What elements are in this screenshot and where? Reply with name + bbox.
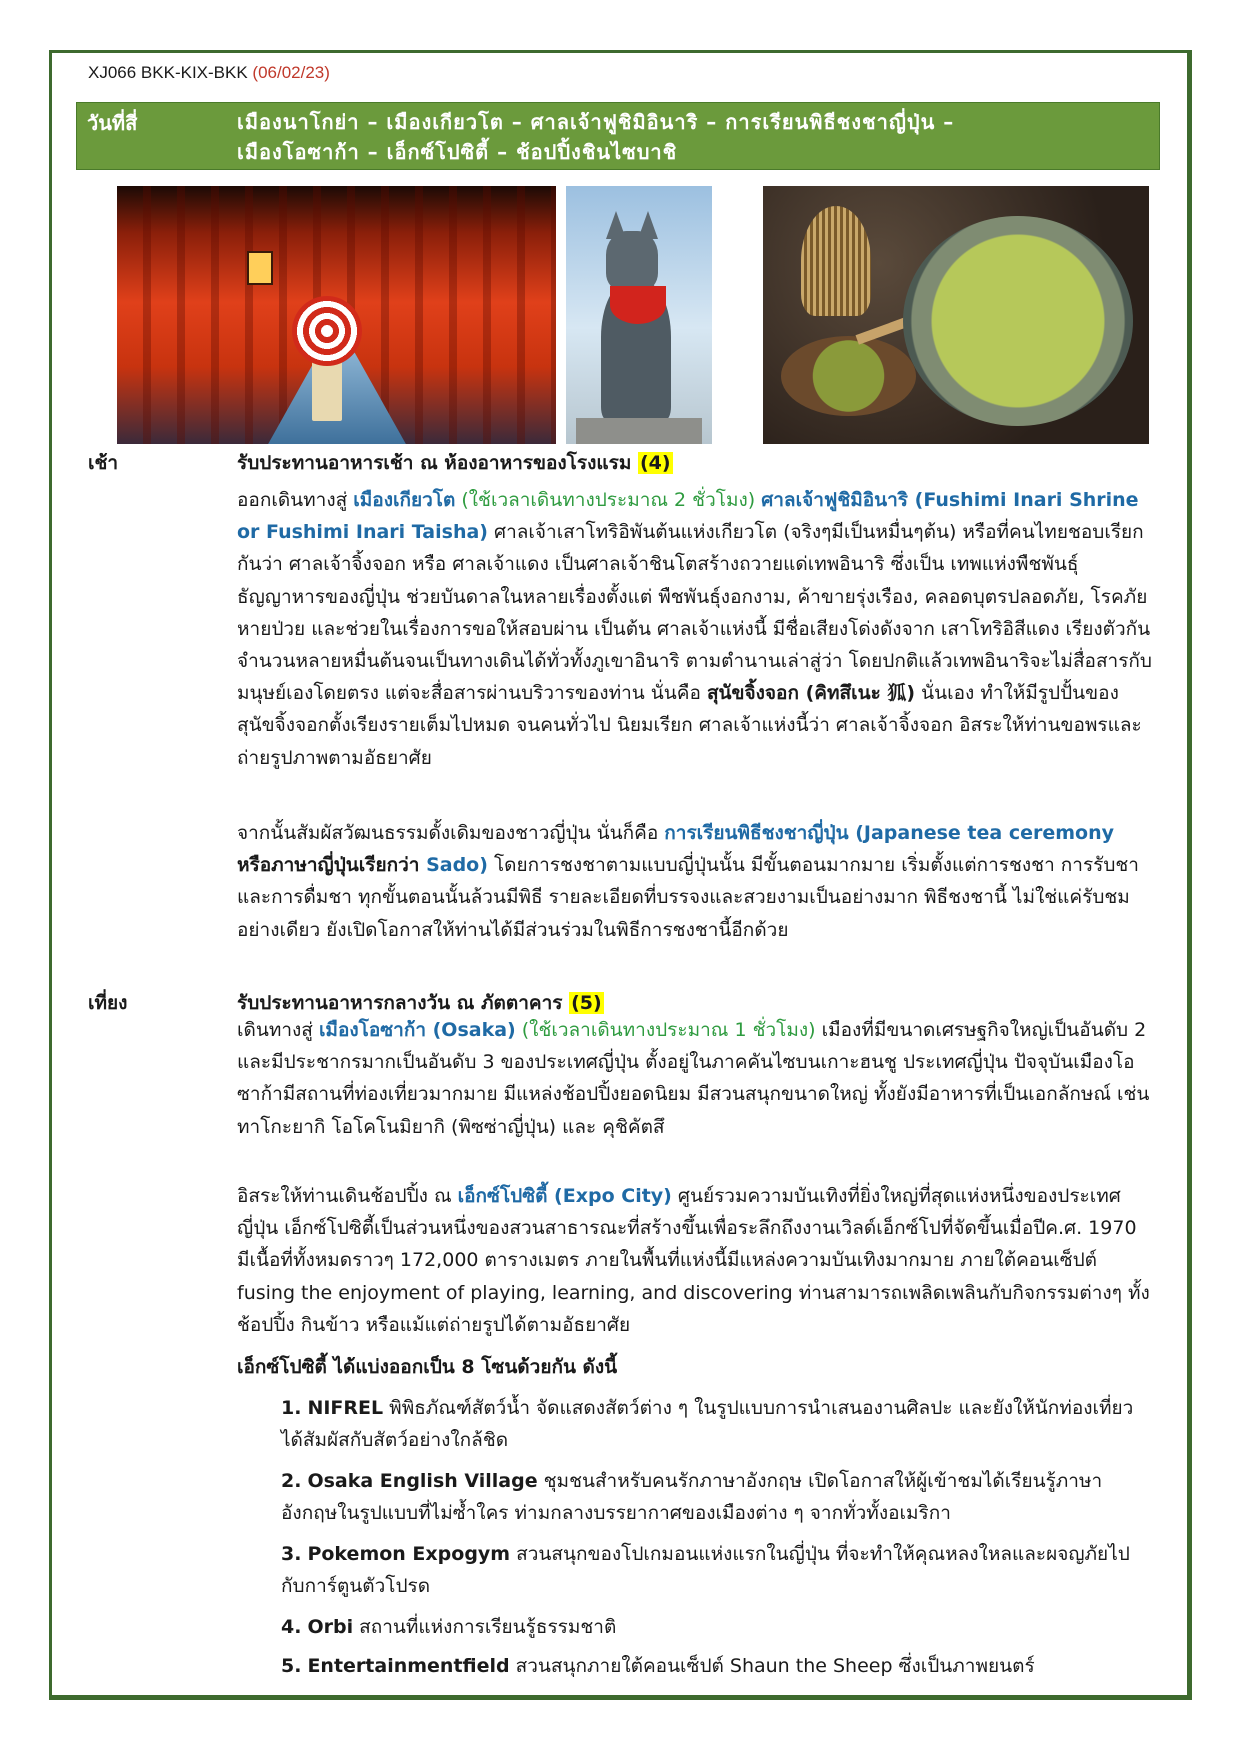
statue-base <box>576 418 702 444</box>
fushimi-inari-place-name: ศาลเจ้าฟูชิมิอินาริ (Fushimi Inari Shrine or Fushimi Inari Taisha) <box>237 489 1139 544</box>
noon-label: เที่ยง <box>88 992 128 1014</box>
text-run: จากนั้นสัมผัสวัฒนธรรมดั้งเดิมของชาวญี่ปุ่น นั่นก็คือ <box>237 822 665 844</box>
sado-intro: หรือภาษาญี่ปุ่นเรียกว่า <box>237 854 427 877</box>
lantern <box>247 251 273 285</box>
zone-name: Entertainmentfield <box>307 1655 510 1677</box>
osaka-place-name: เมืองโอซาก้า (Osaka) <box>318 1019 516 1041</box>
zone-number: 1. <box>281 1397 302 1419</box>
breakfast-meal-number: (4) <box>639 452 671 474</box>
matcha-tea-bowl-photo <box>763 186 1149 444</box>
kitsune-fox-statue-photo <box>566 186 712 444</box>
text-run: ออกเดินทางสู่ <box>237 489 354 511</box>
tour-code <box>88 63 330 83</box>
travel-duration: (ใช้เวลาเดินทางประมาณ 2 ชั่วโมง) <box>455 489 762 511</box>
text-run: นั่นเอง ทำให้มีรูปปั้นของสุนัขจิ้งจอกตั้งเรียงรายเต็มไปหมด จนคนทั่วไป นิยมเรียก ศาลเจ้าแห่งนี้ว่า ศาลเจ้าจิ้งจอก อิสระให้ท่านขอพรและถ่ายรูปภาพตามอัธยาศัย <box>237 682 1142 769</box>
breakfast-text: รับประทานอาหารเช้า ณ ห้องอาหารของโรงแรม <box>237 452 632 474</box>
zone-description: สถานที่แห่งการเรียนรู้ธรรมชาติ <box>353 1616 617 1638</box>
text-run: ศาลเจ้าเสาโทริอิพันต้นแห่งเกียวโต (จริงๆมีเป็นหมื่นๆต้น) หรือที่คนไทยชอบเรียกกันว่า ศาลเจ้าจิ้งจอก หรือ ศาลเจ้าแดง เป็นศาลเจ้าชินโตสร้างถวายแด่เทพอินาริ ซึ่งเป็น เทพแห่งพืชพันธุ์ธัญญาหารของญี่ปุ่น ช่วยบันดาลในหลายเรื่องตั้งแต่ พืชพันธุ์งอกงาม, ค้าขายรุ่งเรือง, คลอดบุตรปลอดภัย, โรคภัยหายป่วย และช่วยในเรื่องการขอให้สอบผ่าน เป็นต้น ศาลเจ้าแห่งนี้ มีชื่อเสียงโด่งดังจาก เสาโทริอิสีแดง เรียงตัวกันจำนวนหลายหมื่นต้นจนเป็นทางเดินได้ทั่วทั้งภูเขาอินาริ ตามตำนานเล่าสู่ว่า โดยปกติแล้วเทพอินาริจะไม่สื่อสารกับมนุษย์เองโดยตรง แต่จะสื่อสารผ่านบริวารของท่าน นั่นคือ <box>237 521 1152 705</box>
zones-heading: เอ็กซ์โปซิตี้ ได้แบ่งออกเป็น 8 โซนด้วยกัน ดังนี้ <box>237 1356 618 1378</box>
tour-code-text: XJ066 BKK-KIX-BKK <box>88 63 248 82</box>
zone-description: พิพิธภัณฑ์สัตว์น้ำ จัดแสดงสัตว์ต่าง ๆ ในรูปแบบการนำเสนองานศิลปะ และยังให้นักท่องเที่ยวได้สัมผัสกับสัตว์อย่างใกล้ชิด <box>281 1397 1134 1452</box>
matcha-powder-dish <box>781 336 916 416</box>
text-run: เมืองที่มีขนาดเศรษฐกิจใหญ่เป็นอันดับ 2 และมีประชากรมากเป็นอันดับ 3 ของประเทศญี่ปุ่น ตั้งอยู่ในภาคคันไซบนเกาะฮนชู ประเทศญี่ปุ่น ปัจจุบันเมืองโอซาก้ามีสถานที่ท่องเที่ยวมากมาย มีแหล่งช้อปปิ้งยอดนิยม มีสวนสนุกขนาดใหญ่ ทั้งยังมีอาหารที่เป็นเอกลักษณ์ เช่น ทาโกะยากิ โอโคโนมิยากิ (พิซซ่าญี่ปุ่น) และ คุชิคัตสึ <box>237 1019 1150 1138</box>
text-run: อิสระให้ท่านเดินช้อปปิ้ง ณ <box>237 1185 458 1207</box>
lunch-meal-number: (5) <box>571 992 602 1014</box>
fox-term: สุนัขจิ้งจอก (คิทสึเนะ 狐) <box>706 682 916 705</box>
zone-number: 5. <box>281 1655 302 1677</box>
fushimi-inari-paragraph <box>237 484 1152 774</box>
zone-number: 2. <box>281 1470 302 1492</box>
zone-name: Osaka English Village <box>307 1470 538 1492</box>
fushimi-inari-torii-gates-photo <box>117 186 556 444</box>
zone-item <box>281 1650 1152 1682</box>
lunch-text: รับประทานอาหารกลางวัน ณ ภัตตาคาร <box>237 992 563 1014</box>
sado-term: Sado) <box>426 854 488 877</box>
zone-item <box>281 1538 1152 1602</box>
zone-name: Pokemon Expogym <box>307 1543 511 1565</box>
zone-name: Orbi <box>307 1616 354 1638</box>
day-label: วันที่สี่ <box>87 111 138 135</box>
zone-item <box>281 1392 1152 1456</box>
red-bib <box>610 286 666 324</box>
day-title <box>237 107 1147 167</box>
fox-statue-head <box>606 231 658 291</box>
day-header-bar <box>76 102 1160 170</box>
red-white-umbrella <box>292 296 362 366</box>
breakfast-line <box>237 448 673 478</box>
zone-name: NIFREL <box>307 1397 384 1419</box>
osaka-paragraph <box>237 1014 1152 1143</box>
text-run: โดยการชงชาตามแบบญี่ปุ่นนั้น มีขั้นตอนมากมาย เริ่มตั้งแต่การชงชา การรับชา และการดื่มชา ทุกขั้นตอนนั้นล้วนมีพิธี รายละเอียดที่บรรจงและสวยงามเป็นอย่างมาก พิธีชงชานี้ ไม่ใช่แค่รับชมอย่างเดียว ยังเปิดโอกาสให้ท่านได้มีส่วนร่วมในพิธีการชงชานี้อีกด้วย <box>237 854 1139 941</box>
tea-ceremony-place-name: การเรียนพิธีชงชาญี่ปุ่น (Japanese tea ceremony <box>664 822 1114 844</box>
expo-city-paragraph <box>237 1180 1152 1341</box>
zone-number: 3. <box>281 1543 302 1565</box>
kyoto-place-name: เมืองเกียวโต <box>353 489 456 511</box>
travel-duration: (ใช้เวลาเดินทางประมาณ 1 ชั่วโมง) <box>515 1019 816 1041</box>
day-title-line-2: เมืองโอซาก้า – เอ็กซ์โปซิตี้ – ช้อปปิ้งชินไซบาชิ <box>237 140 678 164</box>
zone-description: สวนสนุกของโปเกมอนแห่งแรกในญี่ปุ่น ที่จะทำให้คุณหลงใหลและผจญภัยไปกับการ์ตูนตัวโปรด <box>281 1543 1130 1598</box>
bamboo-whisk <box>801 206 871 316</box>
text-run: เดินทางสู่ <box>237 1019 319 1041</box>
zone-item <box>281 1465 1152 1529</box>
tea-ceremony-paragraph <box>237 817 1152 946</box>
zone-description: สวนสนุกภายใต้คอนเซ็ปต์ Shaun the Sheep ซึ่งเป็นภาพยนตร์ <box>509 1655 1035 1677</box>
text-run: ศูนย์รวมความบันเทิงที่ยิ่งใหญ่ที่สุดแห่งหนึ่งของประเทศญี่ปุ่น เอ็กซ์โปซิตี้เป็นส่วนหนึ่งของสวนสาธารณะที่สร้างขึ้นเพื่อระลึกถึงงานเวิลด์เอ็กซ์โปที่จัดขึ้นเมื่อปีค.ศ. 1970 มีเนื้อที่ทั้งหมดราวๆ 172,000 ตารางเมตร ภายในพื้นที่แห่งนี้มีแหล่งความบันเทิงมากมาย ภายใต้คอนเซ็ปต์ fusing the enjoyment of playing, learning, and discovering ท่านสามารถเพลิดเพลินกับกิจกรรมต่างๆ ทั้งช้อปปิ้ง กินข้าว หรือแม้แต่ถ่ายรูปได้ตามอัธยาศัย <box>237 1185 1150 1336</box>
morning-label: เช้า <box>88 452 119 474</box>
day-title-line-1: เมืองนาโกย่า – เมืองเกียวโต – ศาลเจ้าฟูชิมิอินาริ – การเรียนพิธีชงชาญี่ปุ่น – <box>237 110 955 134</box>
tour-date: (06/02/23) <box>252 63 330 82</box>
expo-city-place-name: เอ็กซ์โปซิตี้ (Expo City) <box>457 1185 672 1207</box>
zone-description: ชุมชนสำหรับคนรักภาษาอังกฤษ เปิดโอกาสให้ผู้เข้าชมได้เรียนรู้ภาษาอังกฤษในรูปแบบที่ไม่ซ้ำใคร ท่ามกลางบรรยากาศของเมืองต่าง ๆ จากทั่วทั้งอเมริกา <box>281 1470 1103 1525</box>
matcha-bowl <box>903 216 1133 426</box>
zone-item <box>281 1611 1152 1643</box>
zone-number: 4. <box>281 1616 302 1638</box>
